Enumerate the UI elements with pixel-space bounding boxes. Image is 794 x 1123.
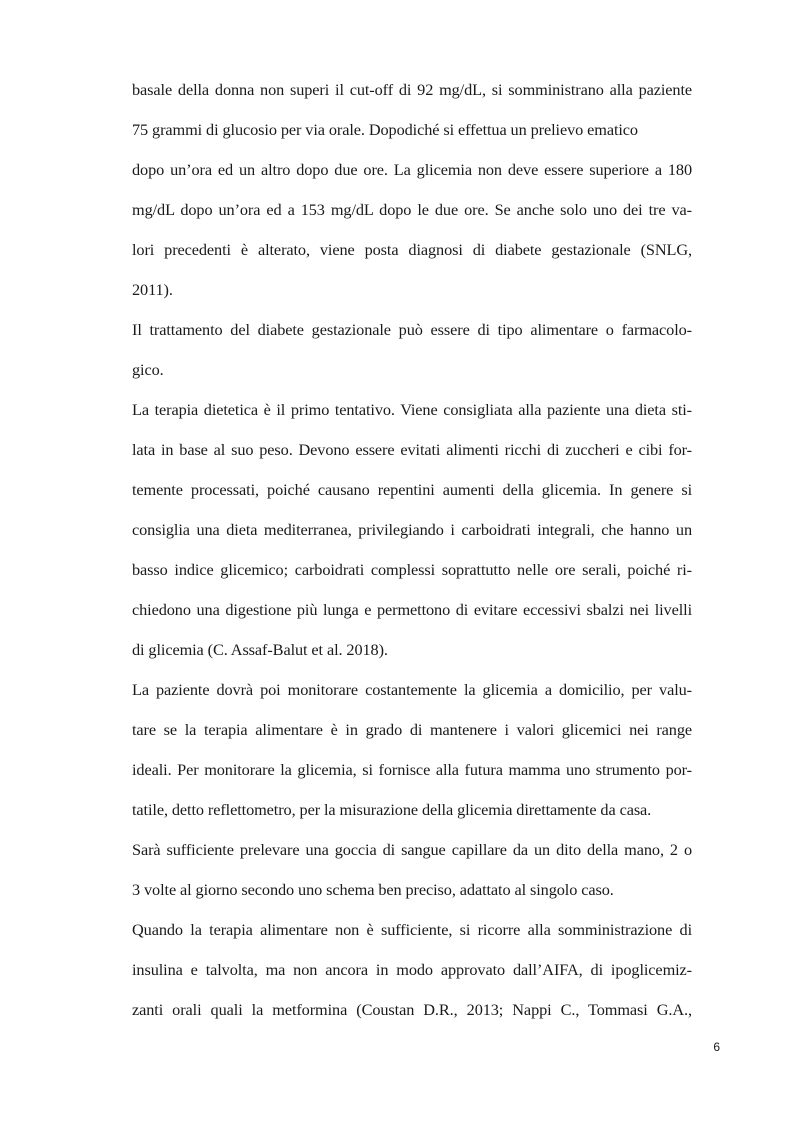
text-line: basso indice glicemico; carboidrati complessi soprattutto nelle ore serali, poiché ri- bbox=[132, 560, 692, 579]
text-line: Sarà sufficiente prelevare una goccia di sangue capillare da un dito della mano, 2 o bbox=[132, 840, 692, 859]
text-line: Quando la terapia alimentare non è sufficiente, si ricorre alla somministrazione di bbox=[132, 920, 692, 939]
text-line: lata in base al suo peso. Devono essere evitati alimenti ricchi di zuccheri e cibi for- bbox=[132, 440, 692, 459]
text-line: dopo un’ora ed un altro dopo due ore. La glicemia non deve essere superiore a 180 bbox=[132, 160, 692, 179]
text-line: La paziente dovrà poi monitorare costantemente la glicemia a domicilio, per valu- bbox=[132, 680, 692, 699]
page-number: 6 bbox=[713, 1040, 720, 1054]
text-line: 75 grammi di glucosio per via orale. Dopodiché si effettua un prelievo ematico bbox=[132, 120, 638, 139]
text-line: La terapia dietetica è il primo tentativo. Viene consigliata alla paziente una dieta sti- bbox=[132, 400, 692, 419]
text-line: insulina e talvolta, ma non ancora in modo approvato dall’AIFA, di ipoglicemiz- bbox=[132, 960, 692, 979]
text-line: 3 volte al giorno secondo uno schema ben preciso, adattato al singolo caso. bbox=[132, 880, 614, 899]
text-line: tatile, detto reflettometro, per la misurazione della glicemia direttamente da casa. bbox=[132, 800, 652, 819]
text-line: 2011). bbox=[132, 280, 173, 299]
text-line: zanti orali quali la metformina (Coustan D.R., 2013; Nappi C., Tommasi G.A., bbox=[132, 1000, 692, 1019]
text-line: basale della donna non superi il cut-off di 92 mg/dL, si somministrano alla paziente bbox=[132, 80, 692, 99]
text-line: gico. bbox=[132, 360, 164, 379]
text-line: mg/dL dopo un’ora ed a 153 mg/dL dopo le due ore. Se anche solo uno dei tre va- bbox=[132, 200, 692, 219]
text-line: consiglia una dieta mediterranea, privilegiando i carboidrati integrali, che hanno un bbox=[132, 520, 692, 539]
text-line: di glicemia (C. Assaf-Balut et al. 2018). bbox=[132, 640, 388, 659]
text-line: Il trattamento del diabete gestazionale può essere di tipo alimentare o farmacolo- bbox=[132, 320, 692, 339]
text-line: chiedono una digestione più lunga e permettono di evitare eccessivi sbalzi nei livelli bbox=[132, 600, 692, 619]
text-line: tare se la terapia alimentare è in grado di mantenere i valori glicemici nei range bbox=[132, 720, 692, 739]
text-line: ideali. Per monitorare la glicemia, si fornisce alla futura mamma uno strumento por- bbox=[132, 760, 692, 779]
text-line: temente processati, poiché causano repentini aumenti della glicemia. In genere si bbox=[132, 480, 692, 499]
text-line: lori precedenti è alterato, viene posta diagnosi di diabete gestazionale (SNLG, bbox=[132, 240, 692, 259]
